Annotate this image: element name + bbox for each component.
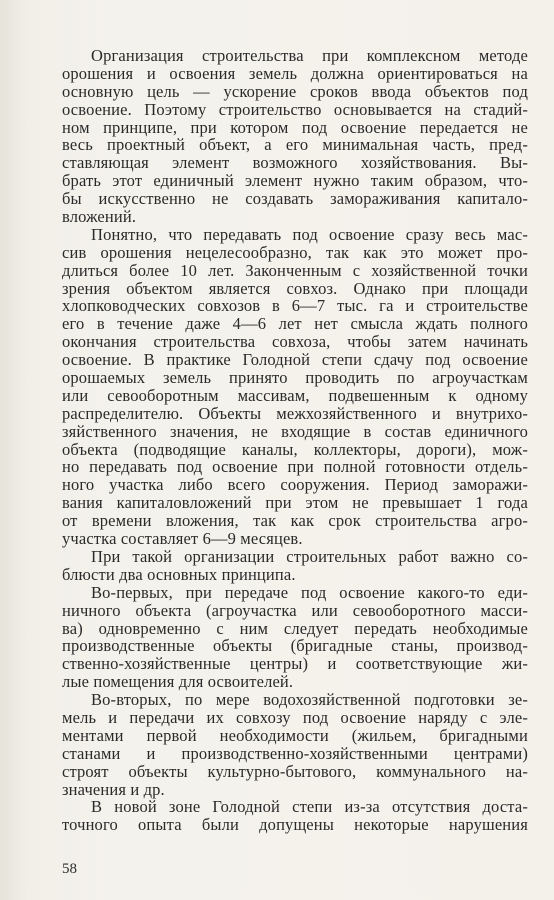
paragraph [62, 548, 528, 584]
paragraph [62, 47, 528, 226]
text-line: зрения объектом является совхоз. Однако при площади [62, 278, 528, 298]
text-line: освоение. Поэтому строительство основывается на стадий- [62, 99, 528, 119]
text-line: окончания строительства совхоза, чтобы затем начинать [62, 332, 528, 352]
text-line: лые помещения для освоителей. [62, 672, 294, 692]
text-line: объекта (подводящие каналы, коллекторы, дороги), мож- [62, 439, 528, 459]
text-line: значения и др. [62, 779, 165, 799]
text-line: мель и передачи их совхозу под освоение наряду с эле- [62, 707, 528, 727]
text-line: бы искусственно не создавать замораживания капитало- [62, 189, 528, 209]
text-line: ного участка либо всего сооружения. Период заморажи- [62, 475, 528, 495]
text-line: или севооборотным массивам, подвешенным к одному [62, 385, 528, 405]
text-line: блюсти два основных принципа. [62, 564, 296, 584]
text-line: участка составляет 6—9 месяцев. [62, 529, 303, 549]
text-line: Организация строительства при комплексном методе [91, 46, 528, 65]
text-line: станами и производственно-хозяйственными центрами) [62, 743, 528, 763]
text-line: ном принципе, при котором под освоение передается не [62, 117, 528, 137]
text-line: В новой зоне Голодной степи из-за отсутствия доста- [91, 797, 528, 817]
body-text [62, 47, 528, 834]
text-line: производственные объекты (бригадные станы, производ- [62, 636, 528, 656]
text-line: сив орошения нецелесообразно, так как это может про- [62, 242, 528, 262]
paragraph [62, 691, 528, 798]
text-line: вложений. [62, 207, 137, 227]
text-line: хлопководческих совхозов в 6—7 тыс. га и строительстве [62, 296, 528, 316]
text-line: Во-вторых, по мере водохозяйственной подготовки зе- [91, 690, 528, 710]
text-line: но передавать под освоение при полной готовности отдель- [62, 457, 528, 477]
text-line: Понятно, что передавать под освоение сразу весь мас- [91, 224, 528, 244]
text-line: ственно-хозяйственные центры) и соответствующие жи- [62, 654, 528, 674]
paragraph [62, 584, 528, 691]
text-line: ва) одновременно с ним следует передать необходимые [62, 618, 528, 638]
paragraph [62, 226, 528, 548]
text-line: ментами первой необходимости (жильем, бригадными [62, 725, 528, 745]
text-line: Во-первых, при передаче под освоение какого-то еди- [91, 582, 528, 602]
text-line: орошаемых земель принято проводить по агроучасткам [62, 368, 528, 388]
text-line: зяйственного значения, не входящие в состав единичного [62, 421, 528, 441]
text-line: основную цель — ускорение сроков ввода объектов под [62, 81, 528, 101]
text-line: точного опыта были допущены некоторые нарушения [62, 815, 528, 835]
text-line: освоение. В практике Голодной степи сдачу под освоение [62, 350, 528, 370]
text-line: его в течение даже 4—6 лет нет смысла ждать полного [62, 314, 528, 334]
text-line: вания капиталовложений при этом не превышает 1 года [62, 493, 528, 513]
paragraph [62, 798, 528, 834]
text-line: При такой организации строительных работ важно со- [91, 546, 528, 566]
text-line: от времени вложения, так как срок строительства агро- [62, 511, 528, 531]
text-line: ничного объекта (агроучастка или севооборотного масси- [62, 600, 528, 620]
text-line: строят объекты культурно-бытового, коммунального на- [62, 761, 528, 781]
text-line: брать этот единичный элемент нужно таким образом, что- [62, 171, 528, 191]
text-line: орошения и освоения земель должна ориентироваться на [62, 63, 528, 83]
text-line: длиться более 10 лет. Законченным с хозяйственной точки [62, 260, 528, 280]
page-number: 58 [62, 861, 77, 877]
text-line: распределителю. Объекты межхозяйственного и внутрихо- [62, 403, 528, 423]
text-line: весь проектный объект, а его минимальная часть, пред- [62, 135, 528, 155]
text-line: ставляющая элемент возможного хозяйствования. Вы- [62, 153, 528, 173]
